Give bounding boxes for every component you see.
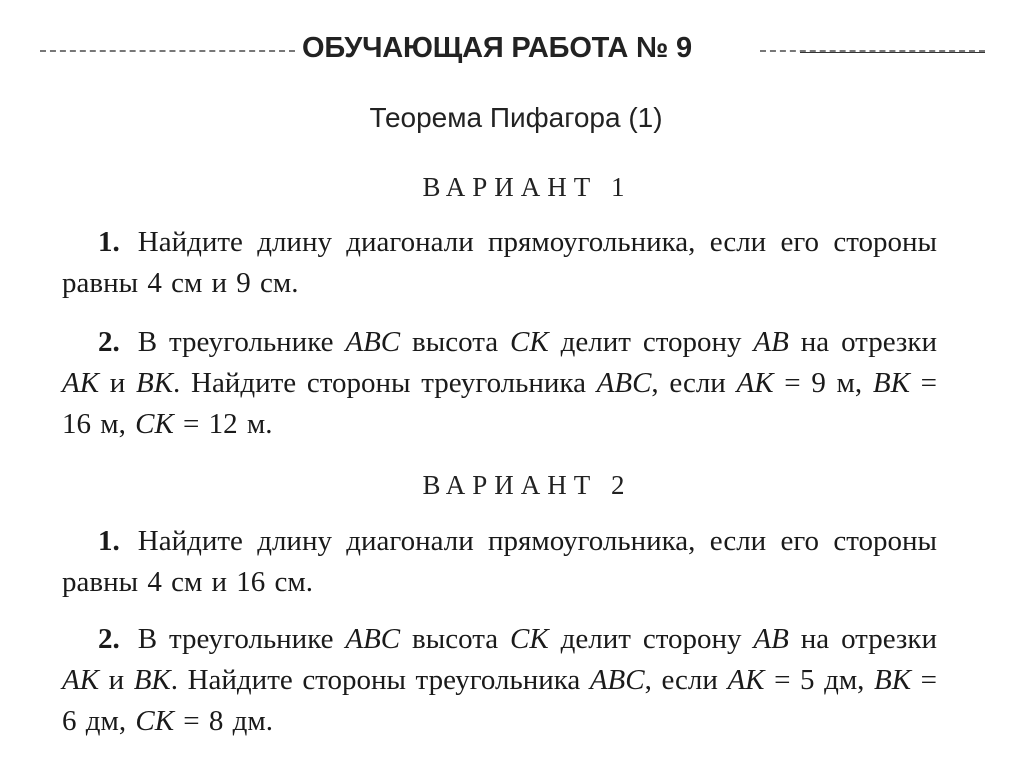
text-run: высота <box>400 623 511 655</box>
math-label: AK <box>736 367 774 399</box>
math-label: AK <box>62 367 100 399</box>
page-title: ОБУЧАЮЩАЯ РАБОТА № 9 <box>302 32 692 64</box>
variant-1-heading: ВАРИАНТ 1 <box>422 172 632 202</box>
math-label: AK <box>727 664 765 696</box>
problem-number: 1. <box>98 226 120 258</box>
problem-number: 2. <box>98 623 120 655</box>
text-run: = 16 м, <box>62 367 937 440</box>
variant-2-heading: ВАРИАНТ 2 <box>422 470 632 500</box>
math-label: BK <box>872 367 910 399</box>
text-run: на отрезки <box>788 623 937 655</box>
text-run: = 12 м. <box>173 408 273 440</box>
math-label: CK <box>510 623 549 655</box>
text-run: , если <box>651 367 737 399</box>
math-label: CK <box>135 408 174 440</box>
problem-number: 2. <box>98 326 120 358</box>
math-label: ABC <box>345 326 401 358</box>
math-label: AK <box>62 664 100 696</box>
text-run: делит сторону <box>548 623 754 655</box>
math-label: CK <box>135 705 175 737</box>
text-run: = 5 дм, <box>764 664 875 696</box>
header-rule-right-solid <box>800 52 985 53</box>
text-run: . Найдите стороны треугольника <box>170 664 590 696</box>
text-run: = 6 дм, <box>62 664 937 737</box>
text-run: В треугольнике <box>137 326 346 358</box>
problem-number: 1. <box>98 525 120 557</box>
variant-1-problem-1 <box>62 222 937 304</box>
math-label: AB <box>753 623 789 655</box>
text-run: = 8 дм. <box>174 705 274 737</box>
variant-2-problem-1 <box>62 521 937 603</box>
text-run: , если <box>644 664 728 696</box>
subtitle: Теорема Пифагора (1) <box>369 102 663 133</box>
math-label: ABC <box>345 623 401 655</box>
text-run: В треугольнике <box>137 623 346 655</box>
variant-1-problem-2 <box>62 322 937 445</box>
text-run: на отрезки <box>788 326 937 358</box>
math-label: CK <box>510 326 549 358</box>
math-label: BK <box>874 664 912 696</box>
header <box>40 28 985 68</box>
text-run: делит сторону <box>548 326 754 358</box>
math-label: ABC <box>589 664 645 696</box>
math-label: BK <box>133 664 171 696</box>
math-label: BK <box>135 367 174 399</box>
text-run: . Найдите стороны треугольника <box>173 367 597 399</box>
problem-text: Найдите длину диагонали прямоугольника, если его стороны равны 4 см и 16 см. <box>62 525 937 598</box>
text-run: и <box>99 367 136 399</box>
problem-text: Найдите длину диагонали прямоугольника, если его стороны равны 4 см и 9 см. <box>62 226 937 299</box>
text-run: = 9 м, <box>773 367 873 399</box>
text-run: и <box>99 664 134 696</box>
text-run: высота <box>400 326 511 358</box>
header-rule-left <box>40 50 295 52</box>
math-label: AB <box>753 326 789 358</box>
math-label: ABC <box>596 367 652 399</box>
variant-2-problem-2 <box>62 619 937 742</box>
